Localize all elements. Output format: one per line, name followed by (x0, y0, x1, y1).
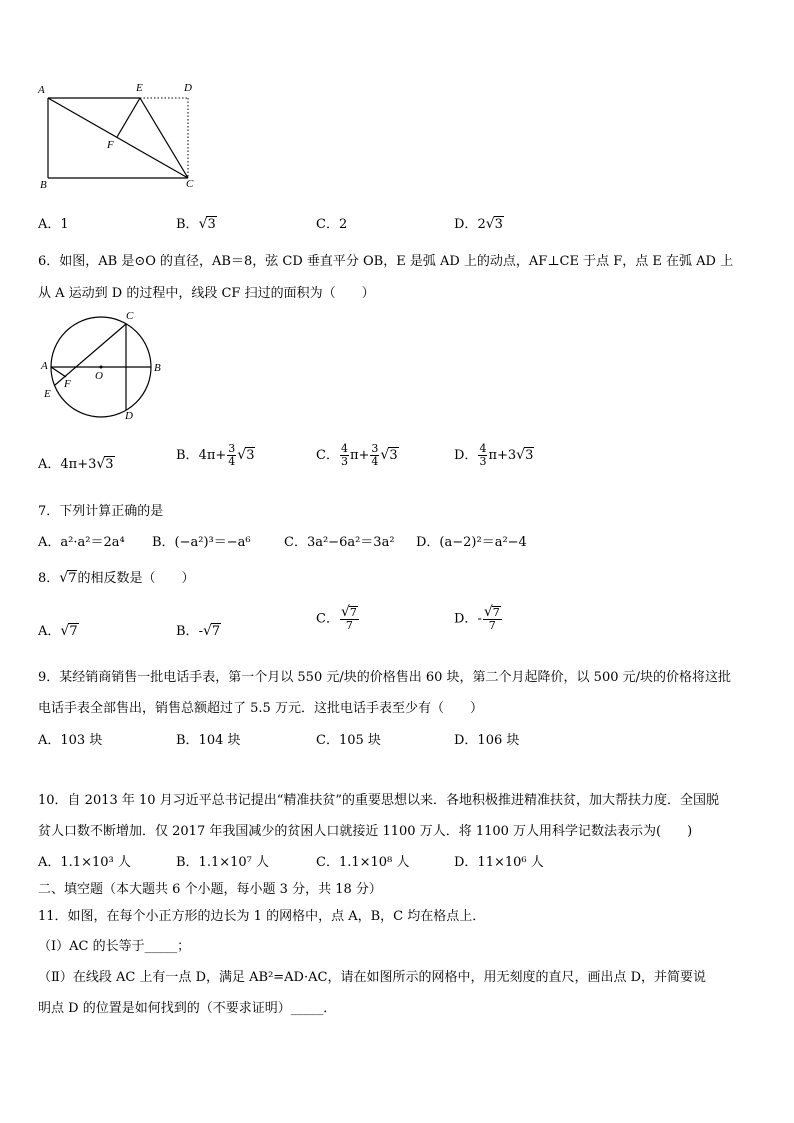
fig5-label-c: C (186, 178, 194, 190)
q9-stem-line2: 电话手表全部售出，销售总额超过了 5.5 万元．这批电话手表至少有（ ） (38, 701, 483, 716)
fig6-label-o: O (95, 370, 103, 382)
fraction: $\frac{3}{4}$ (228, 442, 236, 468)
fig6-center (100, 366, 103, 369)
sqrt-icon: √ (516, 447, 526, 463)
q11-stem: 11．如图，在每个小正方形的边长为 1 的网格中，点 A，B，C 均在格点上． (38, 909, 486, 924)
q11-part2-line2: 明点 D 的位置是如何找到的（不要求证明）_____． (38, 1001, 337, 1016)
q9-stem-line1: 9．某经销商销售一批电话手表，第一个月以 550 元/块的价格售出 60 块，第二个月起降价，以 500 元/块的价格将这批 (38, 670, 731, 685)
sqrt-icon: √ (96, 456, 106, 472)
q10-option-b[interactable]: B．1.1×10⁷ 人 (176, 855, 270, 870)
fig5-ef (117, 98, 140, 137)
q8-stem: 8．√7的相反数是（ ） (38, 570, 195, 586)
fig5-label-a: A (38, 84, 45, 96)
q7-stem: 7．下列计算正确的是 (38, 504, 164, 519)
q6-option-d[interactable]: D． $\frac{4}{3}$ π+3√3 (454, 442, 534, 468)
q10-option-c[interactable]: C．1.1×10⁸ 人 (316, 855, 410, 870)
q5-option-d[interactable]: D．2√3 (454, 216, 503, 232)
q7-option-b[interactable]: B．(−a²)³＝−a⁶ (152, 535, 251, 550)
fraction: $\frac{3}{4}$ (371, 442, 379, 468)
q9-option-a[interactable]: A．103 块 (38, 733, 103, 748)
q8-option-c[interactable]: C． $\frac{√7}{7}$ (316, 604, 357, 632)
q6-option-a[interactable]: A．4π+3√3 (38, 456, 114, 472)
q5-option-a[interactable]: A．1 (38, 217, 69, 232)
fig6-ce (55, 324, 126, 385)
q11-part1: （Ⅰ）AC 的长等于_____； (38, 939, 191, 954)
q10-stem-line1: 10．自 2013 年 10 月习近平总书记提出“精准扶贫”的重要思想以来．各地积极推进精准扶贫，加大帮扶力度．全国脱 (38, 793, 719, 808)
q9-option-c[interactable]: C．105 块 (316, 733, 381, 748)
fig5-label-b: B (40, 179, 47, 191)
q6-stem-line1: 6．如图，AB 是⊙O 的直径，AB＝8，弦 CD 垂直平分 OB，E 是弧 AD 上的动点，AF⊥CE 于点 F，点 E 在弧 AD 上 (38, 254, 734, 269)
q7-option-d[interactable]: D．(a−2)²＝a²−4 (416, 535, 527, 550)
fig5-label-e: E (136, 82, 143, 94)
q9-option-d[interactable]: D．106 块 (454, 733, 520, 748)
fig6-label-e: E (44, 388, 51, 400)
sqrt-icon: √ (198, 216, 208, 232)
sqrt-icon: √ (59, 570, 69, 586)
fig6-af (51, 367, 66, 377)
fraction: $\frac{√7}{7}$ (483, 604, 500, 632)
fig6-label-c: C (126, 310, 134, 322)
q10-stem-line2: 贫人口数不断增加．仅 2017 年我国减少的贫困人口就接近 1100 万人．将 1100 万人用科学记数法表示为( ) (38, 824, 693, 839)
q6-option-b[interactable]: B．4π+ $\frac{3}{4}$ √3 (176, 442, 255, 468)
figure-rectangle (0, 0, 794, 200)
sqrt-icon: √ (340, 604, 350, 620)
fig5-label-f: F (107, 139, 114, 151)
section-2-heading: 二、填空题（本大题共 6 个小题，每小题 3 分，共 18 分） (38, 882, 382, 897)
fig5-ac (48, 98, 188, 178)
q8-option-b[interactable]: B．-√7 (176, 623, 221, 639)
q8-option-a[interactable]: A．√7 (38, 623, 78, 639)
sqrt-icon: √ (380, 447, 390, 463)
q5-option-c[interactable]: C．2 (316, 217, 348, 232)
sqrt-icon: √ (202, 623, 212, 639)
sqrt-icon: √ (483, 604, 493, 620)
q10-option-d[interactable]: D．11×10⁶ 人 (454, 855, 544, 870)
fraction: $\frac{4}{3}$ (340, 442, 348, 468)
q10-option-a[interactable]: A．1.1×10³ 人 (38, 855, 131, 870)
q7-option-c[interactable]: C．3a²−6a²＝3a² (284, 535, 395, 550)
figure-circle (0, 310, 794, 430)
fig5-ec (140, 98, 188, 178)
fig6-label-b: B (154, 362, 161, 374)
q9-option-b[interactable]: B．104 块 (176, 733, 241, 748)
fraction: $\frac{4}{3}$ (479, 442, 487, 468)
sqrt-icon: √ (60, 623, 70, 639)
fig6-label-d: D (125, 410, 133, 422)
q8-option-d[interactable]: D．- $\frac{√7}{7}$ (454, 604, 500, 632)
fig5-label-d: D (184, 82, 192, 94)
q7-option-a[interactable]: A．a²·a²＝2a⁴ (38, 535, 125, 550)
q5-option-b[interactable]: B．√3 (176, 216, 216, 232)
q6-option-c[interactable]: C． $\frac{4}{3}$ π+ $\frac{3}{4}$ √3 (316, 442, 398, 468)
q6-stem-line2: 从 A 运动到 D 的过程中，线段 CF 扫过的面积为（ ） (38, 286, 375, 301)
fig6-label-a: A (41, 360, 48, 372)
sqrt-icon: √ (485, 216, 495, 232)
q11-part2-line1: （Ⅱ）在线段 AC 上有一点 D，满足 AB²=AD·AC，请在如图所示的网格中，用无刻度的直尺，画出点 D，并简要说 (38, 970, 707, 985)
sqrt-icon: √ (237, 447, 247, 463)
fig6-label-f: F (64, 378, 71, 390)
fraction: $\frac{√7}{7}$ (340, 604, 357, 632)
